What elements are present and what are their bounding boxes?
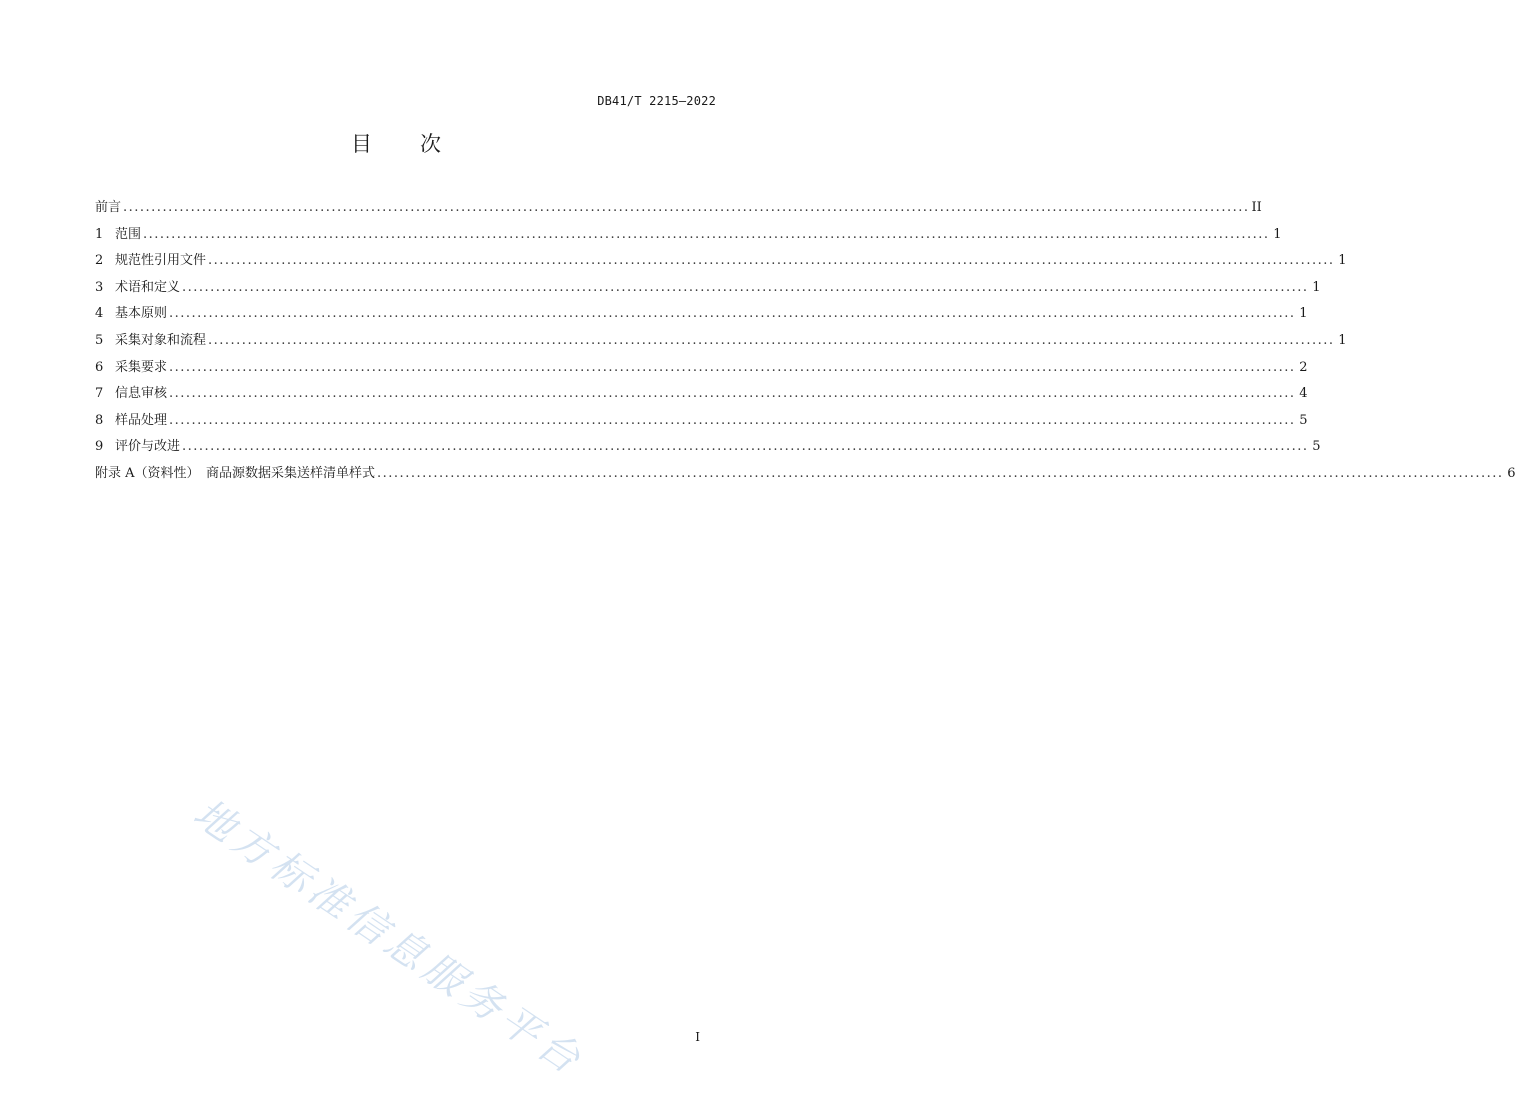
toc-leader-dots: ........................................................................................................................................................................................................ (169, 359, 1296, 375)
toc-entry-8[interactable] (95, 409, 1308, 436)
toc-entry-1[interactable] (95, 223, 1282, 250)
toc-leader-dots: ........................................................................................................................................................................................................ (208, 332, 1335, 348)
toc-entry-label: 附录 A（资料性） 商品源数据采集送样清单样式 (95, 465, 376, 481)
toc-entry-number: 6 (95, 359, 104, 375)
toc-entry-2[interactable] (95, 249, 1347, 276)
toc-entry-label: 前言 (95, 200, 122, 215)
toc-entry-number: 1 (95, 226, 104, 242)
toc-entry-page: 5 (1312, 439, 1321, 455)
toc-entry-page: 1 (1338, 332, 1347, 348)
toc-entry-number: 7 (95, 386, 104, 402)
toc-leader-dots: ........................................................................................................................................................................................................ (169, 412, 1296, 428)
toc-entry-9[interactable] (95, 435, 1321, 462)
watermark-text: 地方标准信息服务平台 (185, 790, 593, 1086)
toc-entry-page: 5 (1299, 412, 1308, 428)
page-title (0, 128, 792, 158)
toc-entry-page: 4 (1299, 386, 1308, 402)
toc-leader-dots: ........................................................................................................................................................................................................ (182, 279, 1309, 295)
toc-leader-dots: ........................................................................................................................................................................................................ (123, 200, 1250, 215)
toc-entry-number: 9 (95, 439, 104, 455)
toc-entry-4[interactable] (95, 302, 1308, 329)
toc-entry-label: 采集要求 (115, 359, 168, 375)
toc-entry-7[interactable] (95, 382, 1308, 409)
table-of-contents (95, 196, 1516, 489)
toc-entry-page: 1 (1312, 279, 1321, 295)
toc-entry-label: 规范性引用文件 (115, 253, 207, 269)
document-code: DB41/T 2215—2022 (597, 94, 716, 108)
toc-entry-label: 基本原则 (115, 306, 168, 322)
toc-entry-page: 1 (1273, 226, 1282, 242)
toc-entry-number: 2 (95, 253, 104, 269)
toc-entry-label: 术语和定义 (115, 279, 181, 295)
toc-entry-label: 范围 (115, 226, 142, 242)
toc-entry-number: 4 (95, 306, 104, 322)
toc-entry-number: 3 (95, 279, 104, 295)
toc-entry-page: II (1251, 200, 1262, 215)
toc-leader-dots: ........................................................................................................................................................................................................ (169, 386, 1296, 402)
toc-entry-label: 信息审核 (115, 386, 168, 402)
toc-entry-appendix-a[interactable] (95, 462, 1516, 489)
toc-entry-label: 样品处理 (115, 412, 168, 428)
title-part-2: 次 (420, 132, 441, 156)
toc-entry-6[interactable] (95, 356, 1308, 383)
toc-entry-foreword[interactable] (95, 196, 1262, 223)
toc-leader-dots: ........................................................................................................................................................................................................ (182, 439, 1309, 455)
title-part-1: 目 (351, 132, 372, 156)
toc-entry-page: 1 (1299, 306, 1308, 322)
toc-entry-page: 6 (1507, 465, 1516, 481)
page-number: I (695, 1030, 700, 1044)
toc-entry-number: 8 (95, 412, 104, 428)
toc-leader-dots: ........................................................................................................................................................................................................ (208, 253, 1335, 269)
toc-entry-5[interactable] (95, 329, 1347, 356)
toc-entry-label: 采集对象和流程 (115, 332, 207, 348)
toc-entry-page: 1 (1338, 253, 1347, 269)
toc-entry-label: 评价与改进 (115, 439, 181, 455)
toc-entry-page: 2 (1299, 359, 1308, 375)
toc-entry-number: 5 (95, 332, 104, 348)
toc-leader-dots: ........................................................................................................................................................................................................ (169, 306, 1296, 322)
toc-leader-dots: ........................................................................................................................................................................................................ (143, 226, 1270, 242)
toc-entry-3[interactable] (95, 276, 1321, 303)
toc-leader-dots: ........................................................................................................................................................................................................ (377, 465, 1504, 481)
